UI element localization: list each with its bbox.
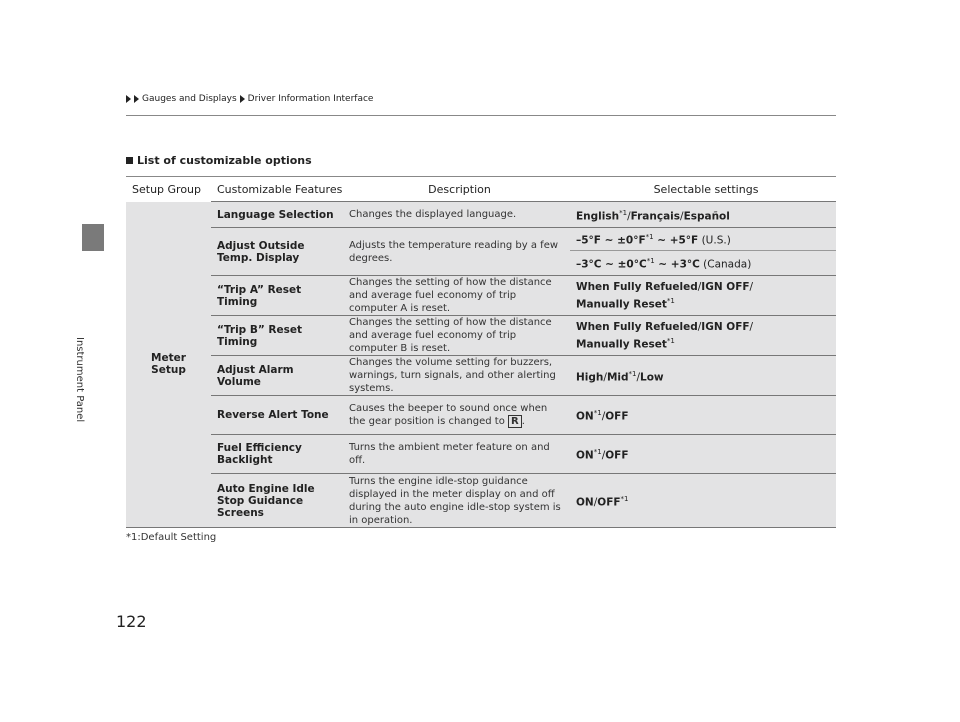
setting-value: OFF — [605, 410, 629, 423]
table-row — [126, 474, 836, 528]
table-row — [126, 396, 836, 435]
header-description: Description — [343, 177, 570, 202]
region-label: (Canada) — [699, 258, 752, 271]
footnote-marker: *1 — [593, 409, 602, 418]
region-label: (U.S.) — [698, 234, 731, 247]
breadcrumb-link-driver-info[interactable]: Driver Information Interface — [247, 94, 374, 104]
description-text: . — [521, 416, 525, 427]
description-text: Causes the beeper to sound once when the gear position is changed to — [349, 403, 548, 427]
breadcrumb-arrow-icon — [240, 95, 245, 103]
settings-cell — [570, 474, 836, 528]
setting-value: ~ +3°C — [654, 258, 700, 271]
setting-value: ~ +5°F — [653, 234, 699, 247]
setting-separator: / — [601, 410, 606, 423]
feature-cell: “Trip A” Reset Timing — [211, 276, 343, 316]
settings-cell-canada — [570, 251, 836, 276]
setup-group-cell: Meter Setup — [126, 202, 211, 528]
setting-separator: / — [601, 449, 606, 462]
setting-value: OFF — [597, 496, 621, 509]
gear-r-icon: R — [508, 415, 522, 428]
setting-value: –3°C ~ ±0°C — [576, 258, 647, 271]
header-selectable-settings: Selectable settings — [570, 177, 836, 202]
customizable-options-table — [126, 176, 836, 528]
setting-value: Manually Reset — [576, 298, 667, 311]
default-setting-footnote: *1:Default Setting — [126, 532, 217, 543]
setting-separator: / — [627, 210, 631, 223]
description-cell — [343, 396, 570, 435]
footnote-marker: *1 — [666, 336, 675, 345]
table-row — [126, 276, 836, 316]
setting-value: ON — [576, 449, 594, 462]
setting-separator: / — [603, 371, 607, 384]
description-cell: Changes the setting of how the distance and average fuel economy of trip computer A is reset. — [343, 276, 570, 316]
setting-value: When Fully Refueled — [576, 320, 698, 333]
footnote-marker: *1 — [645, 233, 654, 242]
table-header-row — [126, 177, 836, 202]
settings-cell — [570, 202, 836, 228]
setting-value: ON — [576, 496, 594, 509]
footnote-marker: *1 — [619, 208, 628, 217]
table-row — [126, 356, 836, 396]
footnote-marker: *1 — [620, 494, 629, 503]
table-row — [126, 316, 836, 356]
section-heading — [126, 154, 312, 167]
description-cell: Changes the setting of how the distance and average fuel economy of trip computer B is reset. — [343, 316, 570, 356]
feature-cell: Reverse Alert Tone — [211, 396, 343, 435]
header-customizable-features: Customizable Features — [211, 177, 343, 202]
feature-cell: Fuel Efficiency Backlight — [211, 435, 343, 474]
settings-cell — [570, 316, 836, 356]
table-row — [126, 228, 836, 251]
sidebar-label: Instrument Panel — [74, 337, 85, 423]
settings-cell — [570, 276, 836, 316]
footnote-marker: *1 — [666, 296, 675, 305]
header-setup-group: Setup Group — [126, 177, 211, 202]
setting-value: English — [576, 210, 620, 223]
description-cell: Changes the displayed language. — [343, 202, 570, 228]
settings-cell — [570, 435, 836, 474]
setting-separator: / — [749, 280, 754, 293]
setting-value: ON — [576, 410, 594, 423]
description-cell: Adjusts the temperature reading by a few degrees. — [343, 228, 570, 276]
description-cell: Turns the ambient meter feature on and off. — [343, 435, 570, 474]
setting-value: IGN OFF — [701, 320, 750, 333]
feature-cell: “Trip B” Reset Timing — [211, 316, 343, 356]
feature-cell: Language Selection — [211, 202, 343, 228]
section-title: List of customizable options — [137, 154, 312, 167]
setting-separator: / — [749, 320, 754, 333]
breadcrumb-link-gauges[interactable]: Gauges and Displays — [142, 94, 237, 104]
page-number: 122 — [116, 612, 147, 631]
settings-cell — [570, 356, 836, 396]
setting-separator: / — [697, 280, 702, 293]
setting-separator: / — [636, 371, 641, 384]
setting-value: Español — [683, 210, 730, 223]
setting-value: –5°F ~ ±0°F — [576, 234, 646, 247]
feature-cell: Adjust Alarm Volume — [211, 356, 343, 396]
setting-value: Français — [630, 210, 681, 223]
settings-cell — [570, 396, 836, 435]
section-tab-marker — [82, 224, 104, 251]
breadcrumb-arrow-icon — [126, 95, 131, 103]
square-bullet-icon — [126, 157, 133, 164]
setting-separator: / — [680, 210, 684, 223]
table-row — [126, 435, 836, 474]
feature-cell: Adjust Outside Temp. Display — [211, 228, 343, 276]
setting-value: Manually Reset — [576, 338, 667, 351]
setting-value: High — [576, 371, 604, 384]
setting-value: Low — [640, 371, 664, 384]
footnote-marker: *1 — [593, 448, 602, 457]
settings-cell-us — [570, 228, 836, 251]
breadcrumb — [126, 94, 373, 104]
setting-value: OFF — [605, 449, 629, 462]
breadcrumb-arrow-icon — [134, 95, 139, 103]
setting-value: Mid — [606, 371, 629, 384]
setting-separator: / — [593, 496, 598, 509]
footnote-marker: *1 — [646, 257, 655, 266]
footnote-marker: *1 — [628, 369, 637, 378]
header-divider — [126, 115, 836, 116]
setting-value: When Fully Refueled — [576, 280, 698, 293]
description-cell: Changes the volume setting for buzzers, warnings, turn signals, and other alerting systems. — [343, 356, 570, 396]
setting-separator: / — [697, 320, 702, 333]
feature-cell: Auto Engine Idle Stop Guidance Screens — [211, 474, 343, 528]
setting-value: IGN OFF — [701, 280, 750, 293]
table-row — [126, 202, 836, 228]
description-cell: Turns the engine idle-stop guidance displayed in the meter display on and off during the auto engine idle-stop system is in operation. — [343, 474, 570, 528]
